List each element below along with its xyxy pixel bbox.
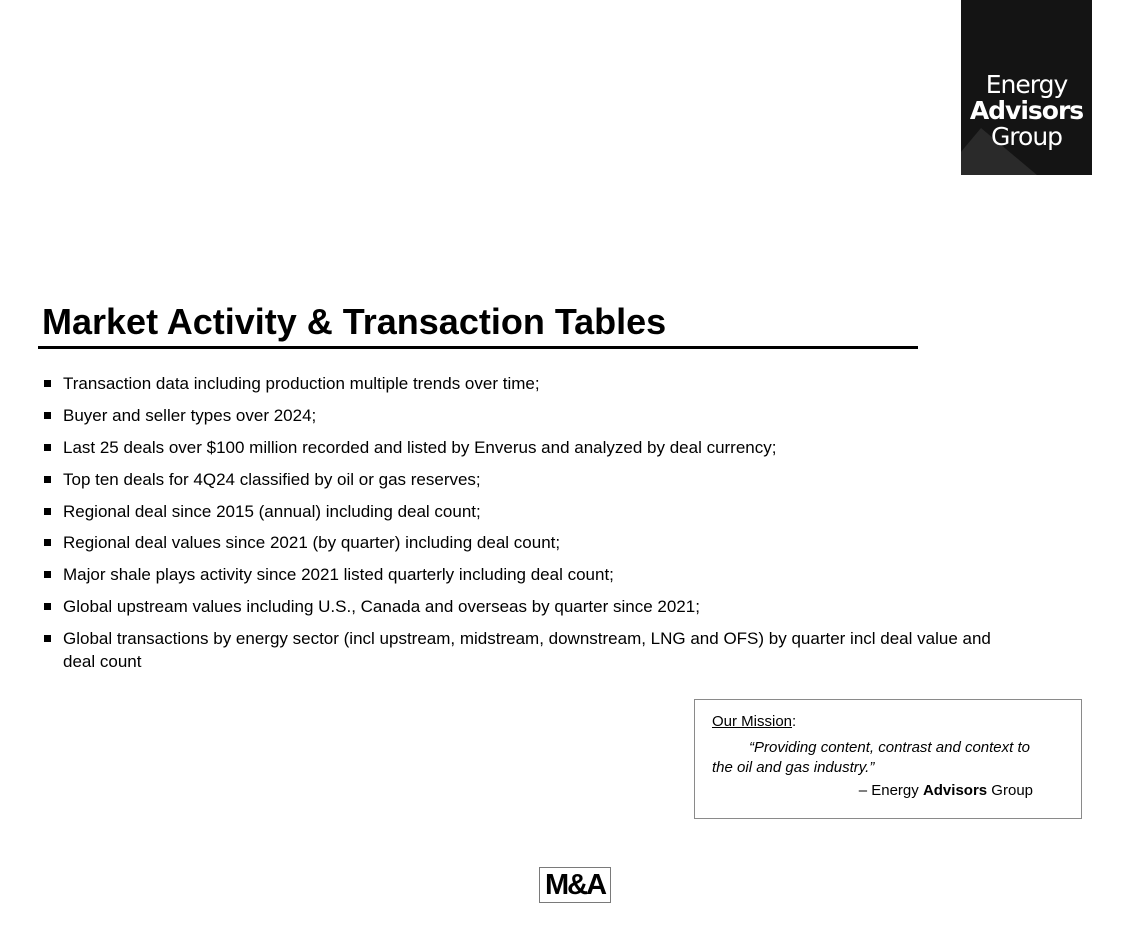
bullet-item: [42, 500, 1022, 523]
bullet-item: [42, 372, 1022, 395]
mission-heading: [712, 712, 796, 732]
bullet-item: [42, 627, 1022, 673]
square-bullet-icon: [44, 603, 51, 610]
square-bullet-icon: [44, 476, 51, 483]
mission-heading-colon: :: [792, 713, 797, 730]
square-bullet-icon: [44, 444, 51, 451]
logo-line-group: Group: [990, 122, 1063, 151]
title-underline: [38, 346, 918, 349]
bullet-text: Global transactions by energy sector (incl upstream, midstream, downstream, LNG and OFS) by quarter incl deal value and deal count: [63, 629, 991, 672]
mission-quote: “Providing content, contrast and context to the oil and gas industry.”: [712, 739, 1030, 776]
bullet-text: Regional deal since 2015 (annual) including deal count;: [63, 501, 481, 521]
square-bullet-icon: [44, 539, 51, 546]
bullet-item: [42, 563, 1022, 586]
square-bullet-icon: [44, 571, 51, 578]
bullet-text: Major shale plays activity since 2021 listed quarterly including deal count;: [63, 565, 614, 585]
logo-text: [961, 72, 1092, 150]
bullet-item: [42, 436, 1022, 459]
ma-badge: M&A: [539, 867, 611, 903]
bullet-text: Top ten deals for 4Q24 classified by oil or gas reserves;: [63, 469, 481, 489]
bullet-item: [42, 404, 1022, 427]
bullet-text: Transaction data including production multiple trends over time;: [63, 374, 540, 393]
square-bullet-icon: [44, 380, 51, 387]
square-bullet-icon: [44, 635, 51, 642]
bullet-item: [42, 531, 1022, 554]
signature-bold: Advisors: [922, 782, 988, 799]
energy-advisors-group-logo: [961, 0, 1092, 175]
bullet-item: [42, 468, 1022, 491]
mission-heading-label: Our Mission: [712, 713, 793, 730]
logo-line-energy: Energy: [985, 70, 1068, 99]
logo-line-advisors: Advisors: [969, 96, 1084, 125]
bullet-text: Buyer and seller types over 2024;: [63, 405, 317, 425]
bullet-list: [42, 372, 1022, 682]
bullet-text: Global upstream values including U.S., Canada and overseas by quarter since 2021;: [63, 597, 700, 617]
bullet-text: Regional deal values since 2021 (by quarter) including deal count;: [63, 533, 561, 553]
mission-signature: [695, 781, 1033, 801]
bullet-item: [42, 595, 1022, 618]
square-bullet-icon: [44, 508, 51, 515]
signature-prefix: – Energy: [858, 782, 923, 799]
mission-box: [694, 699, 1082, 819]
bullet-text: Last 25 deals over $100 million recorded and listed by Enverus and analyzed by deal currency;: [63, 437, 777, 457]
signature-suffix: Group: [987, 782, 1033, 799]
page-title: Market Activity & Transaction Tables: [42, 301, 667, 342]
square-bullet-icon: [44, 412, 51, 419]
